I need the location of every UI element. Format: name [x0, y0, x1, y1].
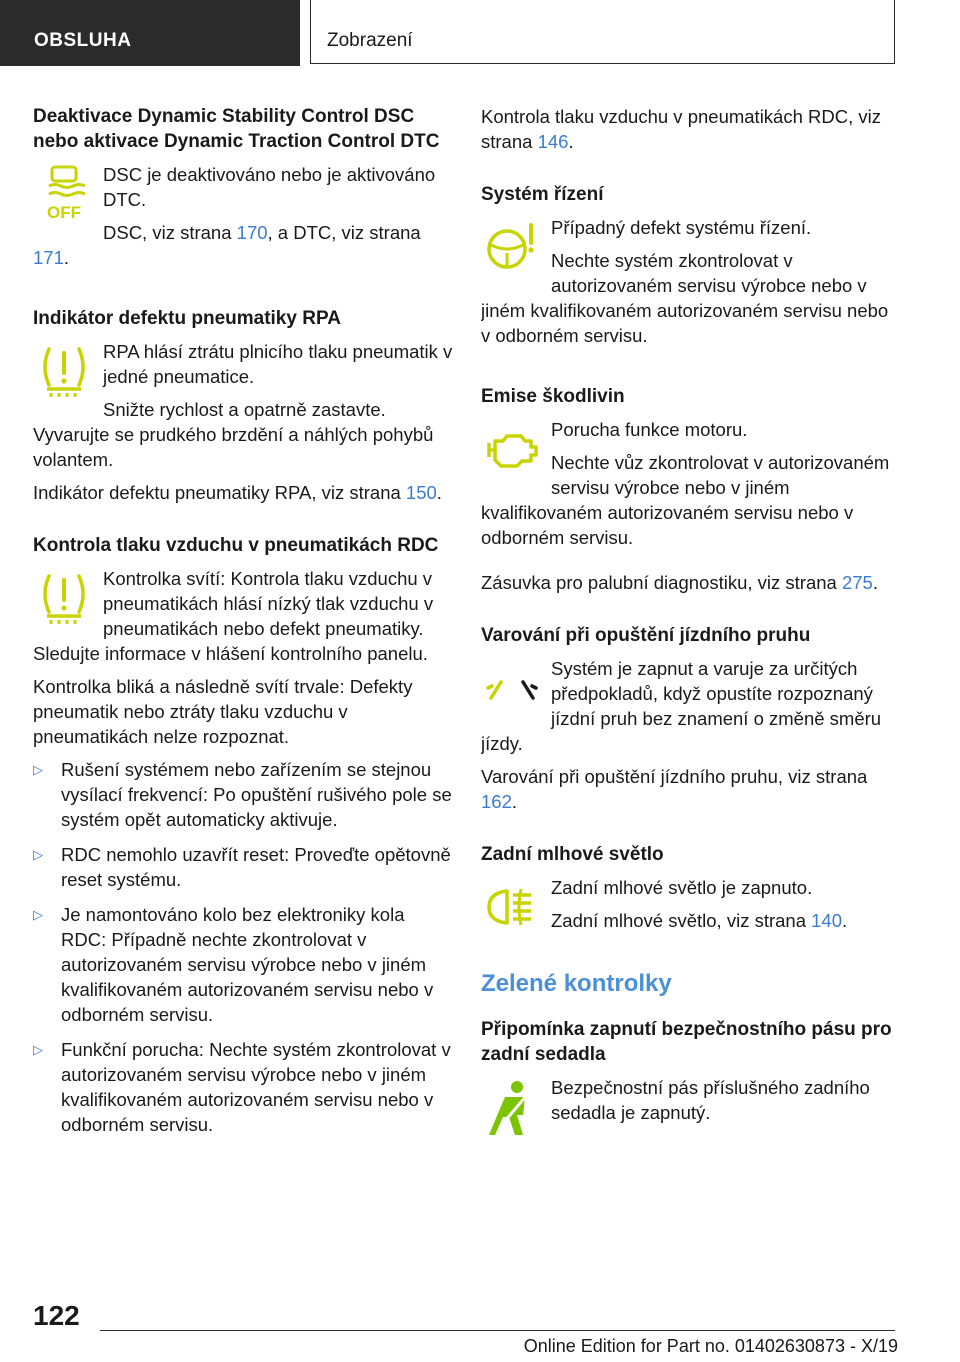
steering-text-1: Případný defekt systému řízení.	[551, 217, 812, 238]
rdc-section	[33, 533, 453, 1137]
emission-text-2: Nechte vůz zkontrolovat v autorizovaném servisu výrobce nebo v jiném kvalifikovaném autorizovaném servisu nebo v odborném servisu.	[481, 452, 890, 548]
steering-warning-icon	[485, 217, 539, 277]
fog-title: Zadní mlhové světlo	[481, 844, 664, 865]
belt-text-1: Bezpečnostní pás příslušného zadního sedadla je zapnutý.	[551, 1077, 870, 1123]
rdc-ref-text: Kontrola tlaku vzduchu v pneumatikách RDC, viz strana 146.	[481, 106, 881, 152]
page-link-171[interactable]: 171	[33, 247, 64, 268]
page-number: 122	[33, 1300, 80, 1331]
lane-text-1: Systém je zapnut a varuje za určitých předpokladů, když opustíte rozpoznaný jízdní pruh bez znamení o změně směru jízdy.	[481, 658, 882, 754]
triangle-bullet-icon: ▷	[33, 1042, 43, 1057]
seatbelt-icon	[485, 1077, 539, 1137]
page-link-146[interactable]: 146	[537, 131, 569, 152]
fog-section	[481, 842, 899, 941]
emission-title: Emise škodlivin	[481, 386, 625, 407]
dsc-text-2: DSC, viz strana 170, a DTC, viz strana 171.	[33, 222, 421, 268]
dsc-section	[33, 104, 453, 278]
left-column	[33, 104, 453, 1165]
page-link-170[interactable]: 170	[236, 222, 268, 243]
rdc-text-2: Kontrolka bliká a následně svítí trvale: Defekty pneumatik nebo ztráty tlaku vzduchu v pneumatikách nelze rozpoznat.	[33, 676, 413, 747]
tire-pressure-icon	[37, 568, 91, 628]
list-item: ▷ RDC nemohlo uzavřít reset: Proveďte opětovně reset systému.	[33, 844, 451, 890]
green-indicators-heading: Zelené kontrolky	[481, 970, 672, 997]
dsc-title: Deaktivace Dynamic Stability Control DSC nebo aktivace Dynamic Traction Control DTC	[33, 106, 440, 152]
section-tab	[0, 0, 300, 66]
fog-text-2: Zadní mlhové světlo, viz strana 140.	[551, 910, 848, 931]
page-link-150[interactable]: 150	[405, 482, 437, 503]
list-item: ▷ Funkční porucha: Nechte systém zkontrolovat v autorizovaném servisu výrobce nebo v jiném kvalifikovaném autorizovaném servisu nebo v odborném servisu.	[33, 1039, 451, 1135]
rpa-text-2: Snižte rychlost a opatrně zastavte. Vyvarujte se prudkého brzdění a náhlých pohybů volantem.	[33, 399, 434, 470]
chapter-tab	[310, 0, 895, 64]
belt-section	[481, 1017, 899, 1141]
triangle-bullet-icon: ▷	[33, 847, 43, 862]
steering-title: Systém řízení	[481, 184, 604, 205]
lane-section	[481, 623, 899, 814]
rpa-title: Indikátor defektu pneumatiky RPA	[33, 308, 341, 329]
section-label: OBSLUHA	[34, 30, 132, 51]
rdc-text-1: Kontrolka svítí: Kontrola tlaku vzduchu v pneumatikách hlásí nízký tlak vzduchu v pneumatikách nebo defekt pneumatiky. Sledujte informace v hlášení kontrolního panelu.	[33, 568, 434, 664]
fog-text-1: Zadní mlhové světlo je zapnuto.	[551, 877, 813, 898]
page-header	[0, 0, 960, 66]
dsc-text-1: DSC je deaktivováno nebo je aktivováno DTC.	[103, 164, 436, 210]
triangle-bullet-icon: ▷	[33, 762, 43, 777]
lane-text-2: Varování při opuštění jízdního pruhu, viz strana 162.	[481, 766, 868, 812]
rdc-title: Kontrola tlaku vzduchu v pneumatikách RDC	[33, 535, 439, 556]
page-link-162[interactable]: 162	[481, 791, 512, 812]
lane-departure-icon	[485, 658, 539, 718]
rear-fog-light-icon	[485, 877, 539, 937]
emission-text-3: Zásuvka pro palubní diagnostiku, viz strana 275.	[481, 572, 878, 593]
page-link-275[interactable]: 275	[841, 572, 873, 593]
rdc-ref-section	[481, 104, 899, 154]
rpa-text-3: Indikátor defektu pneumatiky RPA, viz strana 150.	[33, 482, 442, 503]
page-link-140[interactable]: 140	[811, 910, 843, 931]
steering-text-2: Nechte systém zkontrolovat v autorizovaném servisu výrobce nebo v jiném kvalifikovaném autorizovaném servisu nebo v odborném servisu.	[481, 250, 889, 346]
tire-warning-icon	[37, 341, 91, 401]
svg-text:OFF: OFF	[47, 203, 81, 222]
emission-section	[481, 384, 899, 595]
list-item: ▷ Je namontováno kolo bez elektroniky kola RDC: Případně nechte zkontrolovat v autorizovaném servisu výrobce nebo v jiném kvalifikovaném autorizovaném servisu nebo v odborném servisu.	[33, 904, 434, 1025]
right-column	[481, 104, 899, 1169]
rpa-section	[33, 306, 453, 505]
steering-section	[481, 182, 899, 356]
list-item: ▷ Rušení systémem nebo zařízením se stejnou vysílací frekvencí: Po opuštění rušivého pole se systém opět automaticky aktivuje.	[33, 759, 452, 830]
belt-title: Připomínka zapnutí bezpečnostního pásu pro zadní sedadla	[481, 1019, 892, 1065]
rpa-text-1: RPA hlásí ztrátu plnicího tlaku pneumatik v jedné pneumatice.	[103, 341, 453, 387]
edition-note: Online Edition for Part no. 01402630873 - X/19	[523, 1336, 898, 1356]
rdc-bullet-list	[33, 757, 453, 1137]
dsc-off-icon	[37, 164, 91, 224]
triangle-bullet-icon: ▷	[33, 907, 43, 922]
emission-text-1: Porucha funkce motoru.	[551, 419, 748, 440]
engine-icon	[485, 419, 539, 479]
lane-title: Varování při opuštění jízdního pruhu	[481, 625, 811, 646]
chapter-label: Zobrazení	[327, 30, 413, 51]
footer-divider	[100, 1330, 895, 1331]
